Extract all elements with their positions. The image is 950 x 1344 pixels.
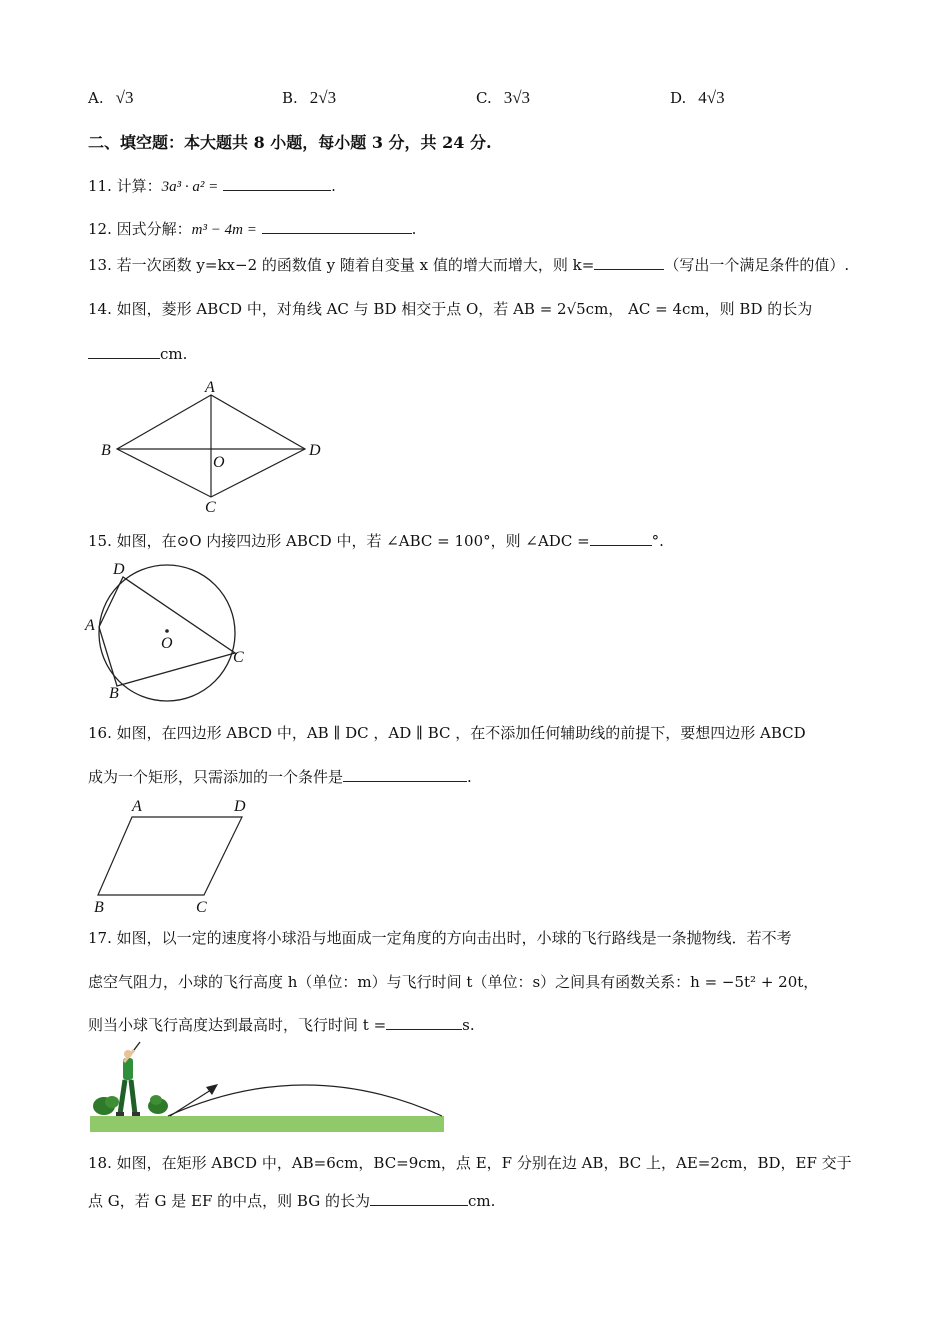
question-text: 若一次函数 y=kx−2 的函数值 y 随着自变量 x 值的增大而增大，则 k= <box>116 256 595 274</box>
question-13 <box>88 254 849 276</box>
golf-trajectory-figure <box>90 1048 446 1134</box>
question-17-line2 <box>88 971 818 993</box>
question-number: 13. <box>88 256 112 274</box>
answer-blank[interactable] <box>343 767 467 782</box>
choice-b <box>282 88 336 108</box>
ground <box>90 1116 444 1132</box>
question-15 <box>88 530 664 552</box>
question-17-line3 <box>88 1014 475 1036</box>
label-b: B <box>94 899 104 916</box>
question-12 <box>88 218 416 241</box>
inscribed-quadrilateral-figure <box>85 558 255 703</box>
question-11 <box>88 175 336 198</box>
label-o: O <box>213 454 225 471</box>
question-end: °. <box>651 532 664 550</box>
question-text: 因式分解： <box>116 220 192 238</box>
question-text: 如图，菱形 ABCD 中，对角线 AC 与 BD 相交于点 O，若 AB = 2√5cm， AC = 4cm，则 BD 的长为 <box>116 300 813 318</box>
math-expression: 3a³ · a² = <box>161 179 219 195</box>
question-18-line2 <box>88 1190 495 1212</box>
choice-d <box>670 88 725 108</box>
choice-value: 3√3 <box>503 88 531 107</box>
choice-letter: D. <box>670 89 687 107</box>
answer-blank[interactable] <box>262 219 412 234</box>
question-text: 如图，在四边形 ABCD 中，AB ∥ DC ，AD ∥ BC ，在不添加任何辅助线的前提下，要想四边形 ABCD <box>116 724 806 742</box>
question-text: 如图，在⊙O 内接四边形 ABCD 中，若 ∠ABC = 100°，则 ∠ADC = <box>116 532 590 550</box>
question-14 <box>88 298 812 320</box>
choice-value: 4√3 <box>698 88 725 107</box>
question-end: s. <box>462 1016 475 1034</box>
choice-value: 2√3 <box>309 88 337 107</box>
label-a: A <box>85 617 95 634</box>
question-17 <box>88 927 792 949</box>
answer-blank[interactable] <box>386 1015 462 1030</box>
label-c: C <box>196 899 207 916</box>
question-number: 16. <box>88 724 112 742</box>
choice-value: √3 <box>115 88 134 107</box>
choice-letter: A. <box>88 89 104 107</box>
answer-blank[interactable] <box>594 255 664 270</box>
answer-blank[interactable] <box>590 531 652 546</box>
parallelogram-figure <box>92 797 262 917</box>
question-text: 成为一个矩形，只需添加的一个条件是 <box>88 768 344 786</box>
question-end: cm. <box>467 1192 496 1210</box>
question-number: 14. <box>88 300 112 318</box>
choice-a <box>88 88 133 108</box>
question-text: 点 G，若 G 是 EF 的中点，则 BG 的长为 <box>88 1192 370 1210</box>
label-a: A <box>132 798 142 815</box>
choice-letter: B. <box>282 89 298 107</box>
question-number: 15. <box>88 532 112 550</box>
question-text: 则当小球飞行高度达到最高时，飞行时间 t = <box>88 1016 387 1034</box>
rhombus-figure <box>95 375 335 515</box>
label-c: C <box>205 499 216 516</box>
question-number: 17. <box>88 929 112 947</box>
question-text: 如图，以一定的速度将小球沿与地面成一定角度的方向击出时，小球的飞行路线是一条抛物线．若不考 <box>116 929 792 947</box>
label-b: B <box>101 442 111 459</box>
question-14-line2 <box>88 343 187 365</box>
answer-blank[interactable] <box>370 1191 468 1206</box>
question-number: 11. <box>88 177 112 195</box>
question-number: 18. <box>88 1154 112 1172</box>
label-d: D <box>234 798 246 815</box>
arrow-head-icon <box>206 1084 218 1095</box>
question-number: 12. <box>88 220 112 238</box>
question-end: （写出一个满足条件的值）. <box>664 256 850 274</box>
section-heading: 二、填空题：本大题共 8 小题，每小题 3 分，共 24 分. <box>88 133 492 152</box>
question-18 <box>88 1152 852 1174</box>
choice-c <box>476 88 530 108</box>
math-expression: m³ − 4m = <box>191 222 257 238</box>
question-end: . <box>411 220 417 238</box>
question-text: 计算： <box>116 177 162 195</box>
question-text: 虑空气阻力，小球的飞行高度 h（单位：m）与飞行时间 t（单位：s）之间具有函数关系：h = −5t² + 20t， <box>88 973 819 991</box>
golfer-icon <box>116 1042 140 1116</box>
choice-letter: C. <box>476 89 492 107</box>
label-o: O <box>161 635 173 652</box>
question-end: . <box>467 768 472 786</box>
label-d: D <box>309 442 321 459</box>
question-16 <box>88 722 806 744</box>
label-b: B <box>109 685 119 702</box>
question-text: 如图，在矩形 ABCD 中，AB=6cm，BC=9cm，点 E，F 分别在边 AB，BC 上，AE=2cm，BD，EF 交于 <box>116 1154 852 1172</box>
answer-blank[interactable] <box>223 176 331 191</box>
answer-blank[interactable] <box>88 344 160 359</box>
question-end: cm. <box>160 345 188 363</box>
question-end: . <box>331 177 336 195</box>
label-d: D <box>113 561 125 578</box>
question-16-line2 <box>88 766 472 788</box>
label-a: A <box>205 379 215 396</box>
bush-icon <box>93 1095 168 1115</box>
label-c: C <box>233 649 244 666</box>
direction-arrow <box>170 1088 214 1116</box>
